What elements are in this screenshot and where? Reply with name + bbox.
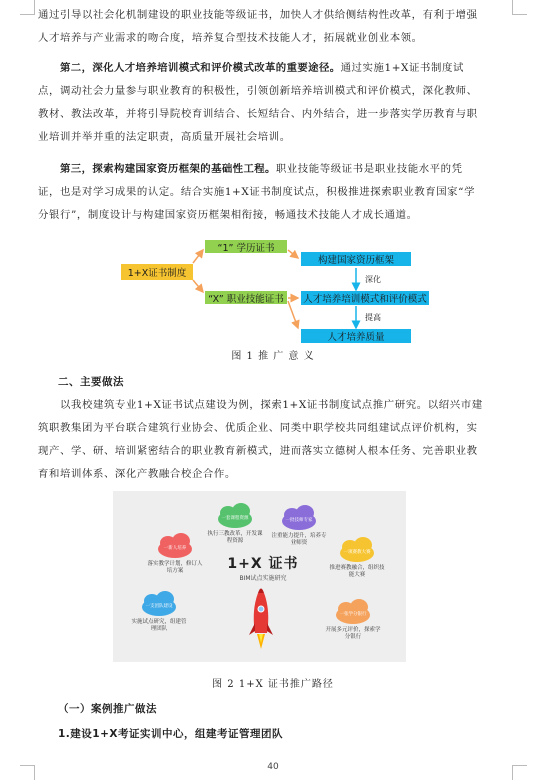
- section-heading: 二、主要做法: [58, 376, 124, 388]
- cloud-label: 一新人培养: [163, 546, 187, 551]
- text-line: 点，调动社会力量参与职业教育的积极性，引领创新培养培训模式和评价模式，深化教师、: [38, 85, 478, 97]
- raise-label: 提高: [365, 312, 381, 322]
- center-subtitle: BIM试点实施研究: [239, 575, 287, 582]
- cloud-desc: 推进赛教融合，组织技能大赛: [329, 565, 385, 578]
- root-box: 1+X证书制度: [121, 264, 193, 280]
- training-model-box: 人才培养培训模式和评价模式: [301, 291, 429, 305]
- text-line: 教材、教法改革，并将引导院校育训结合、长短结合、内外结合，进一步落实学历教育与职: [38, 108, 478, 120]
- text-line: 业培训并举并重的法定职责，高质量开展社会培训。: [38, 131, 291, 143]
- text-run: 通过实施1+X证书制度试: [340, 62, 464, 74]
- text-line: 筑职教集团为平台联合建筑行业协会、优质企业、同类中职学校共同组建试点评价机构，实: [38, 422, 478, 434]
- cloud-label: 一批技师专家: [285, 518, 313, 523]
- center-title: 1+X 证书: [227, 556, 299, 572]
- bottom-branch-box: “X” 职业技能证书: [205, 291, 287, 304]
- cloud-desc: 实施试点研究，组建管理团队: [131, 619, 187, 632]
- text-line: 育和培训体系、深化产教融合校企合作。: [38, 468, 236, 480]
- cloud-label: 一套课程资源: [221, 516, 249, 521]
- cloud-label: 一项赛教大赛: [343, 550, 371, 555]
- paragraph-1: [38, 4, 508, 50]
- crop-mark-top-left: [20, 0, 35, 15]
- crop-mark-top-right: [512, 0, 527, 15]
- rocket-icon: [249, 589, 273, 650]
- text-line: 以我校建筑专业1+X证书试点建设为例，探索1+X证书制度试点推广研究。以绍兴市建: [60, 399, 483, 411]
- text-line: 分银行”，制度设计与构建国家资历框架相衔接，畅通技术技能人才成长通道。: [38, 209, 418, 221]
- text-line: 现产、学、研、培训紧密结合的职业教育新模式，进而落实立德树人根本任务、完善职业教: [38, 445, 478, 457]
- figure-2-caption: 图 2 1+X 证书推广路径: [212, 679, 334, 690]
- cloud-label: 一支团队建设: [145, 604, 173, 609]
- text-run: 职业技能等级证书是职业技能水平的凭: [275, 163, 463, 175]
- text-line: 证，也是对学习成果的认定。结合实施1+X证书制度试点，积极推进探索职业教育国家“学: [38, 186, 476, 198]
- deepen-label: 深化: [365, 274, 381, 284]
- cloud-desc: 注重能力提升，培养专业师资: [271, 533, 327, 546]
- cloud-desc: 开展多元评价，探索学分银行: [325, 627, 381, 640]
- paragraph-2: [38, 57, 508, 149]
- subheading-case: （一）案例推广做法: [58, 703, 157, 715]
- paragraph-3: [38, 158, 508, 227]
- framework-box: 构建国家资历框架: [301, 252, 411, 266]
- figure-2-image: [113, 491, 406, 662]
- cloud-desc: 落实教学计划，修订人培方案: [147, 561, 203, 574]
- figure-1-diagram: [115, 238, 445, 343]
- subheading-training-center: 1.建设1+X考证实训中心，组建考证管理团队: [58, 728, 283, 740]
- bold-lead: 第三，探索构建国家资历框架的基础性工程。: [60, 163, 276, 175]
- cloud-label: 一张学分银行: [339, 612, 367, 617]
- page-number: 40: [267, 762, 279, 772]
- text-line: [38, 57, 508, 80]
- text-line: 通过引导以社会化机制建设的职业技能等级证书，加快人才供给侧结构性改革，有利于增强: [38, 9, 478, 21]
- cloud-desc: 执行三教改革，开发课程资源: [207, 531, 263, 544]
- top-branch-box: “1” 学历证书: [205, 240, 287, 253]
- paragraph-4: [38, 394, 508, 486]
- talent-quality-box: 人才培养质量: [301, 329, 411, 343]
- text-line: 人才培养与产业需求的吻合度，培养复合型技术技能人才，拓展就业创业本领。: [38, 32, 423, 44]
- figure-1-caption: 图 1 推 广 意 义: [231, 351, 315, 362]
- text-line: [38, 158, 508, 181]
- bold-lead: 第二，深化人才培养培训模式和评价模式改革的重要途径。: [60, 62, 341, 74]
